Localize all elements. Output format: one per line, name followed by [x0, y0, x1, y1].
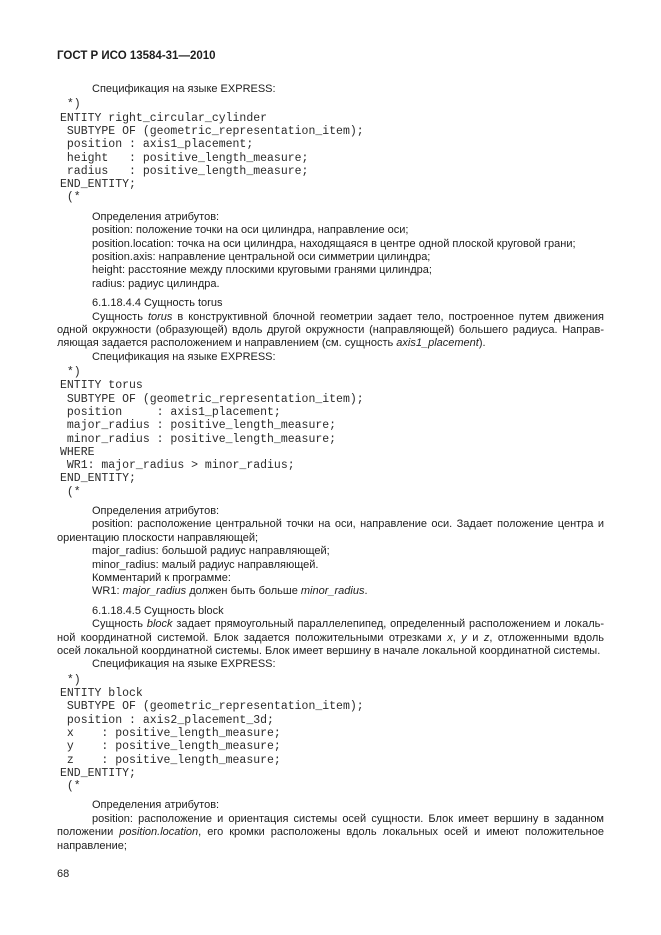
text-run: position.location: точка на оси цилиндра, находящаяся в центре одной плоской круговой грани; [92, 237, 576, 250]
code-line: z : positive_length_measure; [60, 753, 281, 767]
text-line [57, 658, 604, 671]
text-line [57, 211, 604, 224]
text-line [57, 337, 604, 350]
text-run: ной координатной системой. Блок задается положительными отрезками [57, 631, 448, 644]
text-run: position: положение точки на оси цилиндра, направление оси; [92, 224, 409, 237]
text-line [57, 799, 604, 812]
express-code-block [60, 98, 604, 204]
text-run: Сущность [92, 310, 148, 323]
code-line: END_ENTITY; [60, 472, 136, 486]
text-line [57, 324, 604, 337]
text-run: WR1: [92, 585, 123, 598]
code-line: position : axis1_placement; [60, 138, 254, 152]
text-run: направление; [57, 839, 127, 852]
code-line: END_ENTITY; [60, 766, 136, 780]
text-run: position: расположение и ориентация системы осей сущности. Блок имеет вершину в заданном [92, 812, 604, 825]
code-line: x : positive_length_measure; [60, 726, 281, 740]
text-run: Определения атрибутов: [92, 799, 220, 812]
text-line [57, 826, 604, 839]
code-line: ENTITY right_circular_cylinder [60, 111, 268, 125]
code-line: position : axis2_placement_3d; [60, 713, 274, 727]
code-line: END_ENTITY; [60, 178, 136, 192]
text-line [57, 632, 604, 645]
section-heading [57, 297, 604, 310]
text-run: Определения атрибутов: [92, 210, 220, 223]
text-run: 6.1.18.4.4 Сущность torus [92, 297, 223, 310]
code-line: (* [60, 191, 81, 205]
italic-text-run: axis1_placement [396, 337, 479, 350]
express-code-block [60, 366, 604, 499]
text-run: Спецификация на языке EXPRESS: [92, 350, 276, 363]
text-line [57, 518, 604, 531]
text-run: minor_radius: малый радиус направляющей. [92, 558, 319, 571]
text-run: и [466, 631, 484, 644]
code-line: radius : positive_length_measure; [60, 164, 309, 178]
text-line [57, 572, 604, 585]
text-run: height: расстояние между плоскими круговыми гранями цилиндра; [92, 264, 432, 277]
text-run: Определения атрибутов: [92, 505, 220, 518]
text-run: radius: радиус цилиндра. [92, 277, 220, 290]
text-run: ляющая задается расположением и направлением (см. сущность [57, 337, 397, 350]
express-code-block [60, 674, 604, 794]
code-line: (* [60, 485, 81, 499]
text-line [57, 238, 604, 251]
text-line [57, 545, 604, 558]
text-run: должен быть больше [186, 585, 301, 598]
text-line [57, 351, 604, 364]
text-line [57, 585, 604, 598]
page-number: 68 [57, 867, 70, 880]
code-line: y : positive_length_measure; [60, 740, 281, 754]
italic-text-run: y [461, 631, 467, 644]
text-run: . [364, 585, 368, 598]
text-line [57, 278, 604, 291]
text-run: , [452, 631, 462, 644]
code-line: *) [60, 673, 81, 687]
text-run: Спецификация на языке EXPRESS: [92, 658, 276, 671]
text-line [57, 505, 604, 518]
code-line: WR1: major_radius > minor_radius; [60, 459, 295, 473]
text-line [57, 264, 604, 277]
text-run: major_radius: большой радиус направляющей; [92, 545, 330, 558]
italic-text-run: z [483, 631, 490, 644]
text-line [57, 813, 604, 826]
italic-text-run: block [146, 618, 173, 631]
code-line: major_radius : positive_length_measure; [60, 419, 337, 433]
italic-text-run: torus [147, 310, 173, 323]
code-line: SUBTYPE OF (geometric_representation_item); [60, 392, 364, 406]
italic-text-run: major_radius [122, 585, 187, 598]
code-line: ENTITY block [60, 687, 143, 701]
text-run: Сущность [92, 618, 147, 631]
text-line [57, 840, 604, 853]
text-line [57, 224, 604, 237]
text-line [57, 645, 604, 658]
code-line: ENTITY torus [60, 379, 143, 393]
text-run: ). [478, 337, 486, 350]
italic-text-run: x [447, 631, 453, 644]
text-run: положении [57, 826, 120, 839]
text-run: , его кромки расположены вдоль локальных осей и имеют положительное [198, 826, 604, 839]
text-run: ориентацию плоскости направляющей; [57, 531, 259, 544]
text-run: , отложенными вдоль [489, 631, 604, 644]
code-line: *) [60, 366, 81, 380]
text-run: одной окружности (образующей) вдоль другой окружности (направляющей) большего радиуса. Направ- [57, 323, 604, 336]
italic-text-run: position.location [119, 826, 199, 839]
text-run: position: расположение центральной точки на оси, направление оси. Задает положение центра и [92, 518, 604, 531]
text-run: position.axis: направление центральной оси симметрии цилиндра; [92, 250, 431, 263]
italic-text-run: minor_radius [300, 585, 365, 598]
text-line [57, 532, 604, 545]
code-line: SUBTYPE OF (geometric_representation_item); [60, 700, 364, 714]
code-line: position : axis1_placement; [60, 405, 281, 419]
text-run: осей локальной координатной системы. Блок имеет вершину в начале локальной координатной системы. [57, 644, 601, 657]
code-line: *) [60, 98, 81, 112]
text-run: Спецификация на языке EXPRESS: [92, 83, 276, 95]
text-run: задает прямоугольный параллелепипед, определенный расположением и локаль- [172, 618, 604, 631]
code-line: minor_radius : positive_length_measure; [60, 432, 337, 446]
text-line [57, 559, 604, 572]
text-run: 6.1.18.4.5 Сущность block [92, 604, 224, 617]
text-line [57, 618, 604, 631]
text-line [57, 251, 604, 264]
document-body [57, 83, 604, 853]
section-heading [57, 605, 604, 618]
text-run: Комментарий к программе: [92, 571, 231, 584]
code-line: height : positive_length_measure; [60, 151, 309, 165]
text-run: в конструктивной блочной геометрии задает тело, построенное путем движения [172, 310, 604, 323]
text-line [57, 83, 604, 96]
text-line [57, 311, 604, 324]
code-line: SUBTYPE OF (geometric_representation_item); [60, 124, 364, 138]
code-line: (* [60, 780, 81, 794]
code-line: WHERE [60, 445, 95, 459]
document-header: ГОСТ Р ИСО 13584-31—2010 [57, 50, 216, 62]
